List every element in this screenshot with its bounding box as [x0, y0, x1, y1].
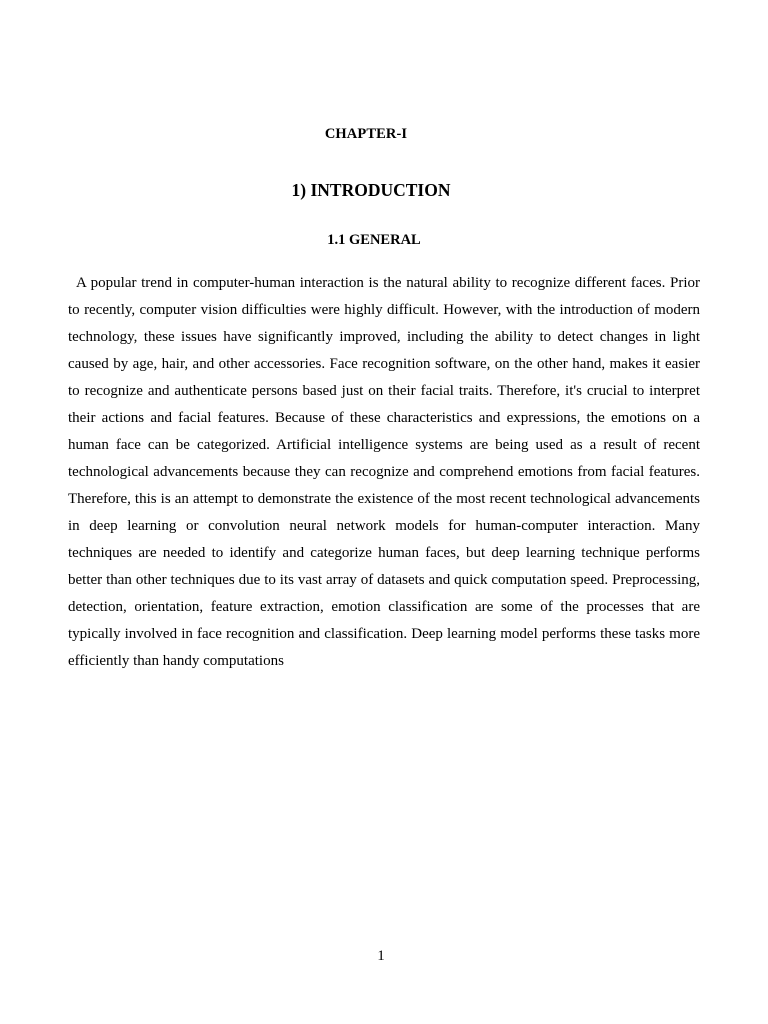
page-number: 1	[377, 948, 385, 964]
body-paragraph: A popular trend in computer-human interaction is the natural ability to recognize different faces. Prior to recently, computer vision difficulties were highly difficult. However, with the introduction of modern technology, these issues have significantly improved, including the ability to detect changes in light caused by age, hair, and other accessories. Face recognition software, on the other hand, makes it easier to recognize and authenticate persons based just on their facial traits. Therefore, it's crucial to interpret their actions and facial features. Because of these characteristics and expressions, the emotions on a human face can be categorized. Artificial intelligence systems are being used as a result of recent technological advancements because they can recognize and comprehend emotions from facial features. Therefore, this is an attempt to demonstrate the existence of the most recent technological advancements in deep learning or convolution neural network models for human-computer interaction. Many techniques are needed to identify and categorize human faces, but deep learning technique performs better than other techniques due to its vast array of datasets and quick computation speed. Preprocessing, detection, orientation, feature extraction, emotion classification are some of the processes that are typically involved in face recognition and classification. Deep learning model performs these tasks more efficiently than handy computations	[68, 275, 700, 669]
chapter-label: CHAPTER-I	[324, 126, 408, 142]
section-title: 1) INTRODUCTION	[291, 180, 451, 200]
subsection-title: 1.1 GENERAL	[327, 232, 421, 248]
